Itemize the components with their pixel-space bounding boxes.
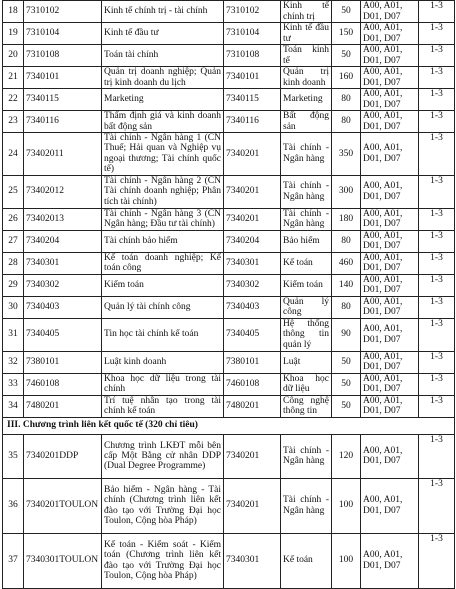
table-row [3,373,455,395]
major-code: 7340116 [224,111,281,133]
quota: 50 [332,1,361,23]
ratio: 1-3 [419,45,455,67]
ratio: 1-3 [419,175,455,208]
subject-combos: A00, A01, D01, D07 [361,133,419,176]
row-stt: 30 [3,296,24,318]
subject-combos: A00, A01, D01, D07 [361,478,419,533]
major-name: Công nghệ thông tin [281,395,332,417]
major-name: Tài chính - Ngân hàng [281,208,332,230]
ratio: 1-3 [419,533,455,588]
program-code: 7340403 [24,296,102,318]
major-code: 7310104 [224,23,281,45]
major-code: 7340301 [224,252,281,274]
program-code: 7340405 [24,318,102,351]
program-name: Kiểm toán [102,274,224,296]
major-code: 7310108 [224,45,281,67]
row-stt: 26 [3,208,24,230]
major-name: Tài chính - Ngân hàng [281,133,332,176]
table-row [3,296,455,318]
subject-combos: A00, A01, D01, D07 [361,373,419,395]
ratio: 1-3 [419,230,455,252]
subject-combos: A00, A01, D01, D07 [361,533,419,588]
major-code: 7340201 [224,478,281,533]
row-stt: 27 [3,230,24,252]
program-code: 7310104 [24,23,102,45]
table-row [3,23,455,45]
row-stt: 18 [3,1,24,23]
quota: 100 [332,478,361,533]
major-code: 7310102 [224,1,281,23]
row-stt: 31 [3,318,24,351]
major-name: Kiểm toán [281,274,332,296]
quota: 50 [332,45,361,67]
major-code: 7340115 [224,89,281,111]
row-stt: 33 [3,373,24,395]
major-code: 7340302 [224,274,281,296]
ratio: 1-3 [419,434,455,478]
row-stt: 20 [3,45,24,67]
program-code: 7340115 [24,89,102,111]
subject-combos: A00, A01, D01, D07 [361,89,419,111]
section-title: III. Chương trình liên kết quốc tế (320 chỉ tiêu) [3,417,455,434]
program-name: Tin học tài chính kế toán [102,318,224,351]
quota: 300 [332,175,361,208]
program-code: 7310108 [24,45,102,67]
table-row [3,230,455,252]
program-name: Tài chính bảo hiểm [102,230,224,252]
ratio: 1-3 [419,478,455,533]
subject-combos: A00, A01, D01, D07 [361,23,419,45]
major-code: 7340403 [224,296,281,318]
program-name: Kế toán doanh nghiệp; Kế toán công [102,252,224,274]
subject-combos: A00, A01, D01, D07 [361,351,419,373]
program-code: 7460108 [24,373,102,395]
subject-combos: A00, A01, D01, D07 [361,45,419,67]
ratio: 1-3 [419,373,455,395]
table-row [3,533,455,588]
table-row [3,274,455,296]
row-stt: 32 [3,351,24,373]
major-name: Khoa học dữ liệu [281,373,332,395]
quota: 80 [332,89,361,111]
major-code: 7340301 [224,533,281,588]
row-stt: 36 [3,478,24,533]
major-code: 7460108 [224,373,281,395]
major-name: Luật [281,351,332,373]
program-name: Luật kinh doanh [102,351,224,373]
program-code: 7380101 [24,351,102,373]
program-code: 7340301TOULON [24,533,102,588]
major-name: Tài chính - Ngân hàng [281,478,332,533]
row-stt: 34 [3,395,24,417]
table-row [3,478,455,533]
quota: 80 [332,230,361,252]
quota: 100 [332,533,361,588]
major-name: Tài chính - Ngân hàng [281,434,332,478]
table-row [3,318,455,351]
program-rows-national [3,1,455,418]
ratio: 1-3 [419,252,455,274]
ratio: 1-3 [419,274,455,296]
major-code: 7340101 [224,67,281,89]
subject-combos: A00, A01, D01, D07 [361,111,419,133]
subject-combos: A00, A01, D01, D07 [361,296,419,318]
program-name: Quản lý tài chính công [102,296,224,318]
ratio: 1-3 [419,111,455,133]
program-code: 73402011 [24,133,102,176]
program-name: Marketing [102,89,224,111]
program-code: 7340201TOULON [24,478,102,533]
program-name: Chương trình LKĐT mỗi bên cấp Một Bằng cử nhân DDP (Dual Degree Programme) [102,434,224,478]
section-row [3,417,455,434]
program-name: Tài chính - Ngân hàng 3 (CN Ngân hàng; Đầu tư tài chính) [102,208,224,230]
major-code: 7340201 [224,133,281,176]
program-name: Toán tài chính [102,45,224,67]
table-row [3,434,455,478]
major-code: 7340405 [224,318,281,351]
row-stt: 25 [3,175,24,208]
subject-combos: A00, A01, D01, D07 [361,67,419,89]
ratio: 1-3 [419,208,455,230]
table-row [3,133,455,176]
subject-combos: A00, A01, D01, D07 [361,318,419,351]
program-code: 7340204 [24,230,102,252]
program-rows-international [3,417,455,588]
ratio: 1-3 [419,133,455,176]
table-row [3,208,455,230]
program-code: 7340116 [24,111,102,133]
ratio: 1-3 [419,89,455,111]
table-row [3,89,455,111]
row-stt: 28 [3,252,24,274]
admissions-table [2,0,455,589]
program-name: Quản trị doanh nghiệp; Quản trị kinh doanh du lịch [102,67,224,89]
major-code: 7340204 [224,230,281,252]
major-code: 7340201 [224,208,281,230]
major-name: Quản lý công [281,296,332,318]
program-name: Trí tuệ nhân tạo trong tài chính kế toán [102,395,224,417]
row-stt: 35 [3,434,24,478]
program-name: Thẩm định giá và kinh doanh bất động sản [102,111,224,133]
table-row [3,351,455,373]
program-name: Khoa học dữ liệu trong tài chính [102,373,224,395]
quota: 160 [332,67,361,89]
program-code: 7340101 [24,67,102,89]
row-stt: 21 [3,67,24,89]
program-name: Bảo hiểm - Ngân hàng - Tài chính (Chương trình liên kết đào tạo với Trường Đại học Toulon, Cộng hòa Pháp) [102,478,224,533]
ratio: 1-3 [419,318,455,351]
program-code: 73402013 [24,208,102,230]
quota: 180 [332,208,361,230]
ratio: 1-3 [419,296,455,318]
ratio: 1-3 [419,1,455,23]
row-stt: 24 [3,133,24,176]
major-code: 7480201 [224,395,281,417]
major-name: Kế toán [281,533,332,588]
major-code: 7380101 [224,351,281,373]
quota: 350 [332,133,361,176]
major-code: 7340201 [224,434,281,478]
subject-combos: A00, A01, D01, D07 [361,395,419,417]
quota: 50 [332,395,361,417]
major-name: Tài chính - Ngân hàng [281,175,332,208]
table-row [3,111,455,133]
program-name: Kinh tế đầu tư [102,23,224,45]
program-name: Tài chính - Ngân hàng 2 (CN Tài chính doanh nghiệp; Phân tích tài chính) [102,175,224,208]
table-row [3,1,455,23]
quota: 90 [332,318,361,351]
quota: 120 [332,434,361,478]
quota: 50 [332,373,361,395]
major-code: 7340201 [224,175,281,208]
quota: 460 [332,252,361,274]
quota: 80 [332,296,361,318]
ratio: 1-3 [419,23,455,45]
quota: 50 [332,351,361,373]
subject-combos: A00, A01, D01, D07 [361,208,419,230]
ratio: 1-3 [419,67,455,89]
major-name: Quản trị kinh doanh [281,67,332,89]
subject-combos: A00, A01, D01, D07 [361,1,419,23]
program-name: Tài chính - Ngân hàng 1 (CN Thuế; Hải quan và Nghiệp vụ ngoại thương; Tài chính quốc tế) [102,133,224,176]
subject-combos: A00, A01, D01, D07 [361,230,419,252]
row-stt: 29 [3,274,24,296]
major-name: Kinh tế chính trị [281,1,332,23]
major-name: Bất động sản [281,111,332,133]
program-name: Kế toán - Kiểm soát - Kiểm toán (Chương trình liên kết đào tạo với Trường Đại học Toulon, Cộng hòa Pháp) [102,533,224,588]
subject-combos: A00, A01, D01, D07 [361,274,419,296]
quota: 80 [332,111,361,133]
subject-combos: A00, A01, D01, D07 [361,175,419,208]
quota: 150 [332,23,361,45]
major-name: Kinh tế đầu tư [281,23,332,45]
row-stt: 22 [3,89,24,111]
program-code: 7340302 [24,274,102,296]
major-name: Marketing [281,89,332,111]
major-name: Toán kinh tế [281,45,332,67]
row-stt: 19 [3,23,24,45]
table-row [3,175,455,208]
program-code: 7480201 [24,395,102,417]
row-stt: 37 [3,533,24,588]
subject-combos: A00, A01, D01, D07 [361,434,419,478]
quota: 140 [332,274,361,296]
row-stt: 23 [3,111,24,133]
program-code: 73402012 [24,175,102,208]
ratio: 1-3 [419,351,455,373]
program-code: 7340301 [24,252,102,274]
program-code: 7340201DDP [24,434,102,478]
table-row [3,45,455,67]
major-name: Hệ thống thông tin quản lý [281,318,332,351]
program-name: Kinh tế chính trị - tài chính [102,1,224,23]
table-row [3,395,455,417]
program-code: 7310102 [24,1,102,23]
ratio: 1-3 [419,395,455,417]
table-row [3,67,455,89]
major-name: Bảo hiểm [281,230,332,252]
subject-combos: A00, A01, D01, D07 [361,252,419,274]
major-name: Kế toán [281,252,332,274]
table-row [3,252,455,274]
